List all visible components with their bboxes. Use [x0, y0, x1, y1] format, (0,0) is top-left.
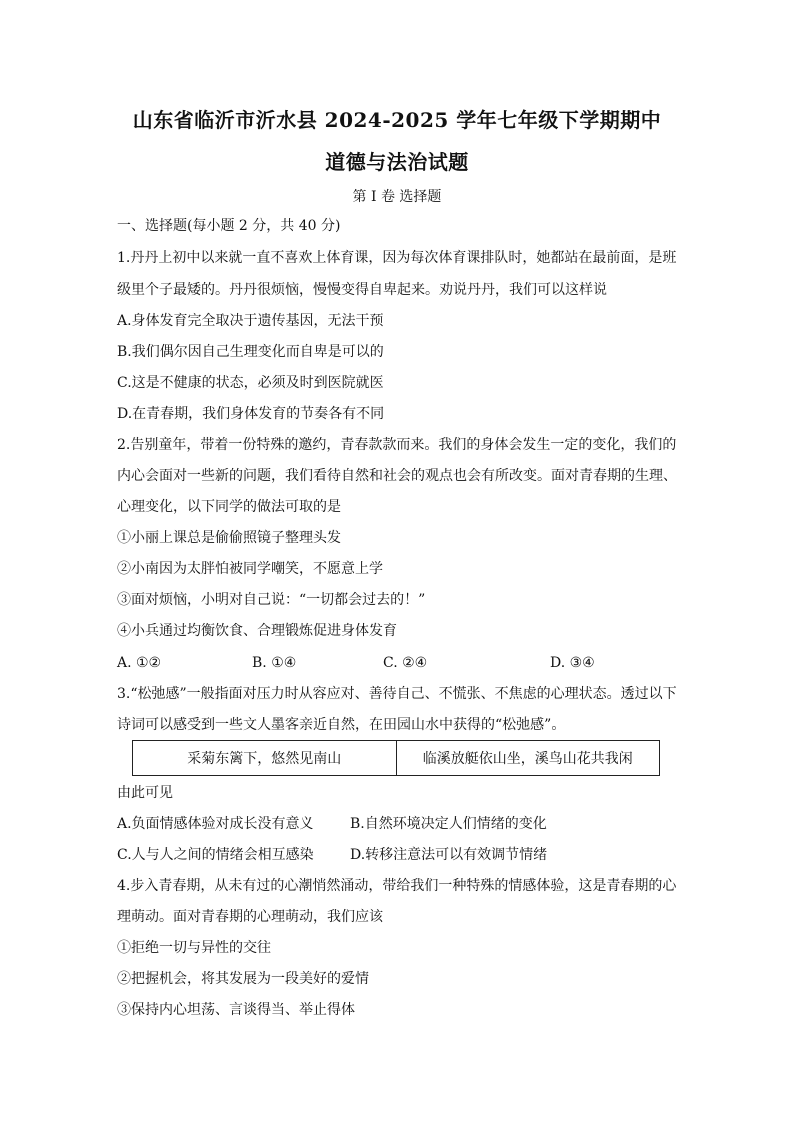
section-title: 第 I 卷 选择题	[352, 189, 442, 205]
q3-option-b: B.自然环境决定人们情绪的变化	[350, 816, 547, 832]
q2-option-a: A. ①②	[117, 655, 162, 671]
q2-option-d: D. ③④	[550, 655, 595, 671]
exam-title-line2: 道德与法治试题	[325, 150, 469, 174]
q1-stem-line2: 级里个子最矮的。丹丹很烦恼，慢慢变得自卑起来。劝说丹丹，我们可以这样说	[117, 282, 607, 298]
q3-conclusion-prompt: 由此可见	[117, 785, 173, 801]
exam-title-line1: 山东省临沂市沂水县 2024-2025 学年七年级下学期期中	[132, 108, 662, 132]
q3-option-c: C.人与人之间的情绪会相互感染	[117, 847, 314, 863]
q4-stem-line2: 理萌动。面对青春期的心理萌动，我们应该	[117, 909, 383, 925]
poem-table	[132, 740, 660, 776]
q4-statement-1: ①拒绝一切与异性的交往	[117, 940, 271, 956]
q2-statement-3: ③面对烦恼，小明对自己说：“一切都会过去的！”	[117, 592, 426, 608]
q1-option-d: D.在青春期，我们身体发育的节奏各有不同	[117, 406, 385, 422]
q1-option-c: C.这是不健康的状态，必须及时到医院就医	[117, 375, 384, 391]
poem-cell-left: 采菊东篱下，悠然见南山	[133, 741, 397, 776]
q2-stem-line2: 内心会面对一些新的问题，我们看待自然和社会的观点也会有所改变。面对青春期的生理、	[117, 468, 677, 484]
q2-option-c: C. ②④	[383, 655, 428, 671]
q2-statement-4: ④小兵通过均衡饮食、合理锻炼促进身体发育	[117, 623, 397, 639]
poem-cell-right: 临溪放艇依山坐，溪鸟山花共我闲	[396, 741, 660, 776]
q1-option-b: B.我们偶尔因自己生理变化而自卑是可以的	[117, 344, 384, 360]
q4-statement-2: ②把握机会，将其发展为一段美好的爱情	[117, 971, 369, 987]
q2-stem-line1: 2.告别童年，带着一份特殊的邀约，青春款款而来。我们的身体会发生一定的变化，我们的	[117, 437, 677, 453]
q3-stem-line2: 诗词可以感受到一些文人墨客亲近自然，在田园山水中获得的“松弛感”。	[117, 717, 566, 733]
q2-statement-1: ①小丽上课总是偷偷照镜子整理头发	[117, 530, 341, 546]
q3-stem-line1: 3.“松弛感”一般指面对压力时从容应对、善待自己、不慌张、不焦虑的心理状态。透过以下	[117, 686, 677, 702]
q3-option-d: D.转移注意法可以有效调节情绪	[350, 847, 548, 863]
q4-statement-3: ③保持内心坦荡、言谈得当、举止得体	[117, 1002, 355, 1018]
q1-option-a: A.身体发育完全取决于遗传基因，无法干预	[117, 313, 384, 329]
q4-stem-line1: 4.步入青春期，从未有过的心潮悄然涌动，带给我们一种特殊的情感体验，这是青春期的心	[117, 878, 677, 894]
part1-heading: 一、选择题(每小题 2 分，共 40 分)	[117, 218, 341, 234]
q3-option-a: A.负面情感体验对成长没有意义	[117, 816, 314, 832]
q1-stem-line1: 1.丹丹上初中以来就一直不喜欢上体育课，因为每次体育课排队时，她都站在最前面，是班	[117, 250, 677, 266]
q2-option-b: B. ①④	[252, 655, 297, 671]
q2-stem-line3: 心理变化，以下同学的做法可取的是	[117, 499, 341, 515]
q2-statement-2: ②小南因为太胖怕被同学嘲笑，不愿意上学	[117, 561, 383, 577]
